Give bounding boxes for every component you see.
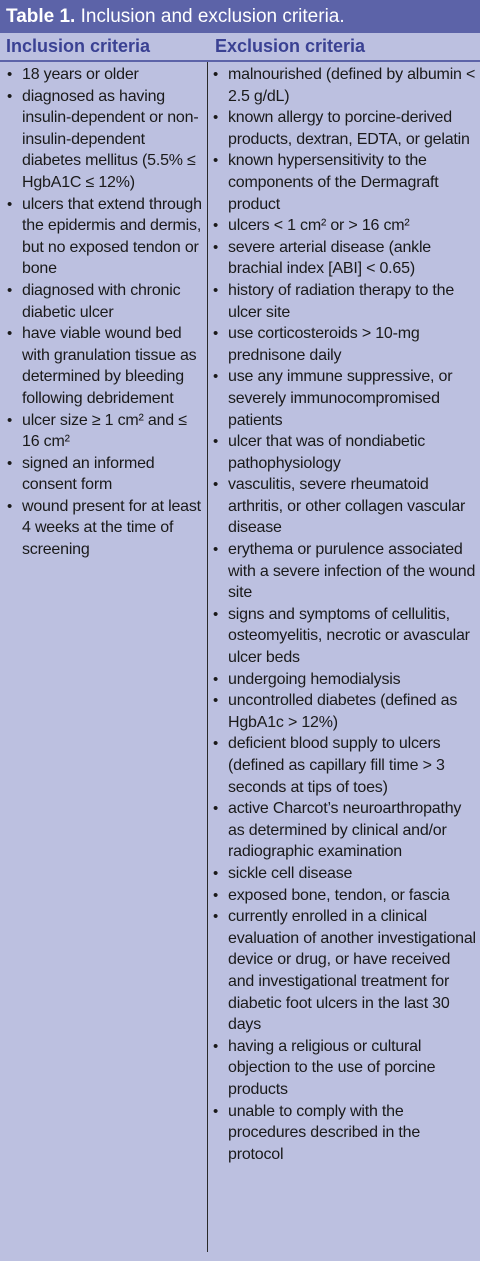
exclusion-criterion: • use any immune suppressive, or severely immunocompromised patients bbox=[211, 366, 476, 431]
inclusion-list bbox=[5, 64, 204, 561]
exclusion-criterion: • erythema or purulence associated with a severe infection of the wound site bbox=[211, 539, 476, 604]
table-caption: Inclusion and exclusion criteria. bbox=[75, 6, 345, 27]
exclusion-criterion: • sickle cell disease bbox=[211, 863, 476, 885]
table-title bbox=[0, 0, 480, 33]
exclusion-criterion: • ulcer that was of nondiabetic pathophysiology bbox=[211, 431, 476, 474]
exclusion-criterion: • unable to comply with the procedures described in the protocol bbox=[211, 1101, 476, 1166]
inclusion-column bbox=[0, 62, 207, 1165]
table-header bbox=[0, 33, 480, 62]
exclusion-criterion: • deficient blood supply to ulcers (defined as capillary fill time > 3 seconds at tips of toes) bbox=[211, 733, 476, 798]
exclusion-criterion: • history of radiation therapy to the ulcer site bbox=[211, 280, 476, 323]
exclusion-criterion: • malnourished (defined by albumin < 2.5 g/dL) bbox=[211, 64, 476, 107]
exclusion-criterion: • vasculitis, severe rheumatoid arthritis, or other collagen vascular disease bbox=[211, 474, 476, 539]
table-body bbox=[0, 62, 480, 1165]
exclusion-criterion: • undergoing hemodialysis bbox=[211, 669, 476, 691]
exclusion-criterion: • active Charcot’s neuroarthropathy as determined by clinical and/or radiographic examination bbox=[211, 798, 476, 863]
exclusion-criterion: • uncontrolled diabetes (defined as HgbA1c > 12%) bbox=[211, 690, 476, 733]
exclusion-list bbox=[211, 64, 476, 1165]
inclusion-criterion: • diagnosed with chronic diabetic ulcer bbox=[5, 280, 204, 323]
exclusion-header: Exclusion criteria bbox=[215, 36, 366, 56]
exclusion-column bbox=[207, 62, 480, 1165]
inclusion-criterion: • have viable wound bed with granulation tissue as determined by bleeding following debridement bbox=[5, 323, 204, 409]
exclusion-criterion: • signs and symptoms of cellulitis, osteomyelitis, necrotic or avascular ulcer beds bbox=[211, 604, 476, 669]
inclusion-criterion: • 18 years or older bbox=[5, 64, 204, 86]
inclusion-criterion: • wound present for at least 4 weeks at the time of screening bbox=[5, 496, 204, 561]
inclusion-header: Inclusion criteria bbox=[6, 36, 151, 56]
exclusion-criterion: • ulcers < 1 cm² or > 16 cm² bbox=[211, 215, 476, 237]
exclusion-criterion: • use corticosteroids > 10-mg prednisone daily bbox=[211, 323, 476, 366]
exclusion-criterion: • having a religious or cultural objection to the use of porcine products bbox=[211, 1036, 476, 1101]
table-number: Table 1. bbox=[6, 6, 76, 27]
exclusion-criterion: • currently enrolled in a clinical evaluation of another investigational device or drug, or have received and investigational treatment for diabetic foot ulcers in the last 30 days bbox=[211, 906, 476, 1036]
inclusion-criterion: • ulcer size ≥ 1 cm² and ≤ 16 cm² bbox=[5, 410, 204, 453]
exclusion-criterion: • severe arterial disease (ankle brachial index [ABI] < 0.65) bbox=[211, 237, 476, 280]
inclusion-criterion: • diagnosed as having insulin-dependent or non-insulin-dependent diabetes mellitus (5.5% ≤ HgbA1C ≤ 12%) bbox=[5, 86, 204, 194]
exclusion-criterion: • known allergy to porcine-derived products, dextran, EDTA, or gelatin bbox=[211, 107, 476, 150]
exclusion-criterion: • known hypersensitivity to the components of the Dermagraft product bbox=[211, 150, 476, 215]
inclusion-criterion: • ulcers that extend through the epidermis and dermis, but no exposed tendon or bone bbox=[5, 194, 204, 280]
exclusion-criterion: • exposed bone, tendon, or fascia bbox=[211, 885, 476, 907]
column-divider bbox=[207, 62, 208, 1252]
inclusion-criterion: • signed an informed consent form bbox=[5, 453, 204, 496]
